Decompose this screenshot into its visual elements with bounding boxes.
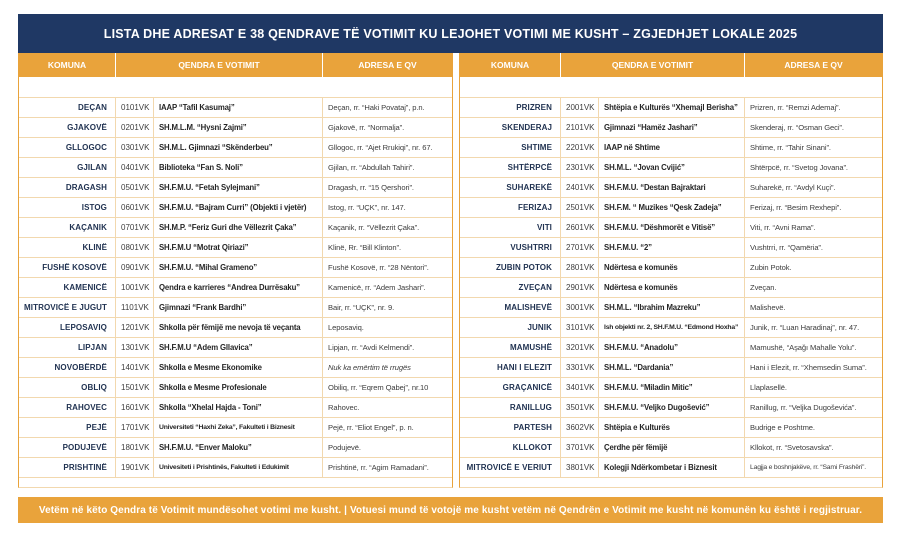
vk-code-cell: 2601VK: [561, 218, 599, 238]
komuna-cell: PARTESH: [460, 418, 561, 438]
table-row: [19, 338, 452, 358]
adresa-cell: Skenderaj, rr. “Osman Geci”.: [745, 118, 882, 138]
adresa-cell: Rahovec.: [323, 398, 452, 418]
table-row: [19, 158, 452, 178]
table-row: [19, 298, 452, 318]
adresa-cell: Leposaviq.: [323, 318, 452, 338]
adresa-cell: Gjilan, rr. “Abdullah Tahiri”.: [323, 158, 452, 178]
komuna-cell: MITROVICË E JUGUT: [19, 298, 116, 318]
qendra-cell: SH.M.L. “Ibrahim Mazreku”: [599, 298, 745, 318]
table-row: [19, 398, 452, 418]
qendra-cell: SH.F.M.U. “Enver Maloku”: [154, 438, 323, 458]
table-row: [19, 358, 452, 378]
komuna-cell: SHTIME: [460, 138, 561, 158]
qendra-cell: SH.F.M.U “Motrat Qiriazi”: [154, 238, 323, 258]
vk-code-cell: 2201VK: [561, 138, 599, 158]
qendra-cell: SH.F.M.U. “Dëshmorët e Vitisë”: [599, 218, 745, 238]
table-row: [460, 258, 882, 278]
table-row: [19, 218, 452, 238]
vk-code-cell: 1601VK: [116, 398, 154, 418]
vk-code-cell: 1201VK: [116, 318, 154, 338]
komuna-cell: FERIZAJ: [460, 198, 561, 218]
qendra-cell: Shkolla “Xhelal Hajda - Toni”: [154, 398, 323, 418]
table-row: [19, 138, 452, 158]
adresa-cell: Prizren, rr. “Remzi Ademaj”.: [745, 98, 882, 118]
vk-code-cell: 1501VK: [116, 378, 154, 398]
komuna-cell: VITI: [460, 218, 561, 238]
qendra-cell: Ndërtesa e komunës: [599, 258, 745, 278]
komuna-cell: MALISHEVË: [460, 298, 561, 318]
vk-code-cell: 2101VK: [561, 118, 599, 138]
vk-code-cell: 3001VK: [561, 298, 599, 318]
spacer-cell: [460, 77, 882, 98]
komuna-cell: NOVOBËRDË: [19, 358, 116, 378]
komuna-cell: SHTËRPCË: [460, 158, 561, 178]
adresa-cell: Malishevë.: [745, 298, 882, 318]
qendra-cell: SH.F.M.U. “Fetah Sylejmani”: [154, 178, 323, 198]
tables-wrap: [18, 53, 883, 488]
vk-code-cell: 2501VK: [561, 198, 599, 218]
spacer-row: [460, 77, 882, 98]
adresa-cell: Gjakovë, rr. “Normalja”.: [323, 118, 452, 138]
voting-table-left: [18, 53, 453, 488]
adresa-cell: Bair, rr. “UÇK”, nr. 9.: [323, 298, 452, 318]
qendra-cell: SH.F.M.U. “Destan Bajraktari: [599, 178, 745, 198]
komuna-cell: ISTOG: [19, 198, 116, 218]
spacer-row: [19, 478, 452, 487]
table-row: [19, 258, 452, 278]
adresa-cell: Ranillug, rr. “Veljka Dugoševića”.: [745, 398, 882, 418]
vk-code-cell: 3401VK: [561, 378, 599, 398]
komuna-cell: GLLOGOC: [19, 138, 116, 158]
komuna-cell: PRIZREN: [460, 98, 561, 118]
komuna-cell: RANILLUG: [460, 398, 561, 418]
qendra-cell: SH.F.M.U. “2”: [599, 238, 745, 258]
table-row: [19, 118, 452, 138]
adresa-cell: Pejë, rr. “Eliot Engel”, p. n.: [323, 418, 452, 438]
vk-code-cell: 1701VK: [116, 418, 154, 438]
komuna-cell: VUSHTRRI: [460, 238, 561, 258]
komuna-cell: MITROVICË E VERIUT: [460, 458, 561, 478]
qendra-cell: Qendra e karrieres “Andrea Durrësaku”: [154, 278, 323, 298]
column-header-komuna: KOMUNA: [19, 53, 116, 77]
table-row: [460, 218, 882, 238]
komuna-cell: SKENDERAJ: [460, 118, 561, 138]
komuna-cell: RAHOVEC: [19, 398, 116, 418]
table-row: [19, 178, 452, 198]
adresa-cell: Junik, rr. “Luan Haradinaj”, nr. 47.: [745, 318, 882, 338]
vk-code-cell: 0801VK: [116, 238, 154, 258]
adresa-cell: Istog, rr. “UÇK”, nr. 147.: [323, 198, 452, 218]
adresa-cell: Fushë Kosovë, rr. “28 Nëntori”.: [323, 258, 452, 278]
vk-code-cell: 1301VK: [116, 338, 154, 358]
vk-code-cell: 1401VK: [116, 358, 154, 378]
komuna-cell: DRAGASH: [19, 178, 116, 198]
komuna-cell: GRAÇANICË: [460, 378, 561, 398]
table-row: [19, 198, 452, 218]
qendra-cell: Shtëpia e Kulturës “Xhemajl Berisha”: [599, 98, 745, 118]
table-row: [19, 238, 452, 258]
qendra-cell: Shkolla e Mesme Profesionale: [154, 378, 323, 398]
qendra-cell: Shtëpia e Kulturës: [599, 418, 745, 438]
komuna-cell: PRISHTINË: [19, 458, 116, 478]
vk-code-cell: 3201VK: [561, 338, 599, 358]
qendra-cell: SH.M.L. Gjimnazi “Skënderbeu”: [154, 138, 323, 158]
vk-code-cell: 1001VK: [116, 278, 154, 298]
table-row: [19, 98, 452, 118]
document-title: LISTA DHE ADRESAT E 38 QENDRAVE TË VOTIMIT KU LEJOHET VOTIMI ME KUSHT – ZGJEDHJET LOKALE 2025: [103, 26, 798, 41]
vk-code-cell: 2301VK: [561, 158, 599, 178]
adresa-cell: Viti, rr. “Avni Rama”.: [745, 218, 882, 238]
spacer-cell: [460, 478, 882, 487]
qendra-cell: IAAP “Tafil Kasumaj”: [154, 98, 323, 118]
adresa-cell: Shtërpcë, rr. “Svetog Jovana”.: [745, 158, 882, 178]
qendra-cell: Univesiteti i Prishtinës, Fakulteti i Edukimit: [154, 458, 323, 478]
adresa-cell: Kamenicë, rr. “Adem Jashari”.: [323, 278, 452, 298]
qendra-cell: Gjimnazi “Frank Bardhi”: [154, 298, 323, 318]
komuna-cell: KLINË: [19, 238, 116, 258]
table-row: [19, 418, 452, 438]
vk-code-cell: 0201VK: [116, 118, 154, 138]
komuna-cell: MAMUSHË: [460, 338, 561, 358]
komuna-cell: FUSHË KOSOVË: [19, 258, 116, 278]
column-header-adresa: ADRESA E QV: [323, 53, 452, 77]
vk-code-cell: 0101VK: [116, 98, 154, 118]
adresa-cell: Vushtrri, rr. “Qamëria”.: [745, 238, 882, 258]
table-row: [460, 398, 882, 418]
adresa-cell: Lipjan, rr. “Avdi Kelmendi”.: [323, 338, 452, 358]
table-row: [460, 138, 882, 158]
vk-code-cell: 3501VK: [561, 398, 599, 418]
vk-code-cell: 2801VK: [561, 258, 599, 278]
column-header-komuna: KOMUNA: [460, 53, 561, 77]
adresa-cell: Kaçanik, rr. “Vëllezrit Çaka”.: [323, 218, 452, 238]
vk-code-cell: 1801VK: [116, 438, 154, 458]
qendra-cell: Shkolla e Mesme Ekonomike: [154, 358, 323, 378]
spacer-row: [460, 478, 882, 487]
vk-code-cell: 3801VK: [561, 458, 599, 478]
vk-code-cell: 0501VK: [116, 178, 154, 198]
table-row: [460, 158, 882, 178]
adresa-cell: Nuk ka emërtim të rrugës: [323, 358, 452, 378]
komuna-cell: PODUJEVË: [19, 438, 116, 458]
table-row: [19, 438, 452, 458]
table-row: [460, 418, 882, 438]
komuna-cell: GJILAN: [19, 158, 116, 178]
vk-code-cell: 0901VK: [116, 258, 154, 278]
qendra-cell: SH.F.M.U. “Miladin Mitic”: [599, 378, 745, 398]
adresa-cell: Deçan, rr. “Haki Povataj”, p.n.: [323, 98, 452, 118]
vk-code-cell: 2901VK: [561, 278, 599, 298]
adresa-cell: Ferizaj, rr. “Besim Rexhepi”.: [745, 198, 882, 218]
qendra-cell: SH.F.M.U “Adem Gllavica”: [154, 338, 323, 358]
qendra-cell: Biblioteka “Fan S. Noli”: [154, 158, 323, 178]
column-header-qendra: QENDRA E VOTIMIT: [561, 53, 745, 77]
vk-code-cell: 0601VK: [116, 198, 154, 218]
qendra-cell: Ndërtesa e komunës: [599, 278, 745, 298]
adresa-cell: Shtime, rr. “Tahir Sinani”.: [745, 138, 882, 158]
adresa-cell: Klinë, Rr. “Bill Klinton”.: [323, 238, 452, 258]
qendra-cell: Çerdhe për fëmijë: [599, 438, 745, 458]
adresa-cell: Zubin Potok.: [745, 258, 882, 278]
vk-code-cell: 3101VK: [561, 318, 599, 338]
komuna-cell: PEJË: [19, 418, 116, 438]
table-row: [460, 318, 882, 338]
qendra-cell: SH.M.L. “Jovan Cvijić”: [599, 158, 745, 178]
qendra-cell: Universiteti “Haxhi Zeka”, Fakulteti i Biznesit: [154, 418, 323, 438]
vk-code-cell: 2401VK: [561, 178, 599, 198]
table-row: [460, 358, 882, 378]
qendra-cell: Shkolla për fëmijë me nevoja të veçanta: [154, 318, 323, 338]
adresa-cell: Budrige e Poshtme.: [745, 418, 882, 438]
adresa-cell: Suharekë, rr. “Avdyl Kuçi”.: [745, 178, 882, 198]
table-row: [460, 298, 882, 318]
qendra-cell: IAAP në Shtime: [599, 138, 745, 158]
komuna-cell: LIPJAN: [19, 338, 116, 358]
qendra-cell: SH.M.L.M. “Hysni Zajmi”: [154, 118, 323, 138]
voting-table-right: [459, 53, 883, 488]
qendra-cell: SH.F.M.U. “Bajram Curri” (Objekti i vjetër): [154, 198, 323, 218]
qendra-cell: Gjimnazi “Hamëz Jashari”: [599, 118, 745, 138]
vk-code-cell: 0301VK: [116, 138, 154, 158]
table-row: [460, 278, 882, 298]
table-row: [460, 98, 882, 118]
column-header-qendra: QENDRA E VOTIMIT: [116, 53, 323, 77]
adresa-cell: Dragash, rr. “15 Qershori”.: [323, 178, 452, 198]
table-row: [460, 198, 882, 218]
table-body-left: [19, 77, 452, 487]
komuna-cell: JUNIK: [460, 318, 561, 338]
adresa-cell: Podujevë.: [323, 438, 452, 458]
qendra-cell: Kolegji Ndërkombetar i Biznesit: [599, 458, 745, 478]
komuna-cell: ZUBIN POTOK: [460, 258, 561, 278]
komuna-cell: DEÇAN: [19, 98, 116, 118]
komuna-cell: GJAKOVË: [19, 118, 116, 138]
table-row: [460, 438, 882, 458]
adresa-cell: Hani i Elezit, rr. “Xhemsedin Suma”.: [745, 358, 882, 378]
komuna-cell: SUHAREKË: [460, 178, 561, 198]
adresa-cell: Kllokot, rr. “Svetosavska”.: [745, 438, 882, 458]
spacer-cell: [19, 478, 452, 487]
spacer-row: [19, 77, 452, 98]
komuna-cell: OBLIQ: [19, 378, 116, 398]
komuna-cell: KAÇANIK: [19, 218, 116, 238]
table-row: [460, 178, 882, 198]
vk-code-cell: 3701VK: [561, 438, 599, 458]
qendra-cell: SH.F.M.U. “Mihal Grameno”: [154, 258, 323, 278]
vk-code-cell: 3602VK: [561, 418, 599, 438]
table-row: [460, 118, 882, 138]
qendra-cell: Ish objekti nr. 2, SH.F.M.U. “Edmond Hoxha”: [599, 318, 745, 338]
vk-code-cell: 1901VK: [116, 458, 154, 478]
document-title-bar: [18, 14, 883, 53]
adresa-cell: Gllogoc, rr. “Ajet Rrukiqi”, nr. 67.: [323, 138, 452, 158]
komuna-cell: ZVEÇAN: [460, 278, 561, 298]
table-row: [460, 458, 882, 478]
qendra-cell: SH.F.M.U. “Anadolu”: [599, 338, 745, 358]
adresa-cell: Mamushë, “Aşağı Mahalle Yolu”.: [745, 338, 882, 358]
adresa-cell: Zveçan.: [745, 278, 882, 298]
column-header-row: [19, 53, 452, 77]
footer-note-bar: [18, 497, 883, 523]
table-row: [460, 238, 882, 258]
table-row: [19, 318, 452, 338]
qendra-cell: SH.M.L. “Dardania”: [599, 358, 745, 378]
adresa-cell: Llaplasellë.: [745, 378, 882, 398]
adresa-cell: Prishtinë, rr. “Agim Ramadani”.: [323, 458, 452, 478]
adresa-cell: Lagjja e boshnjakëve, rr. “Sami Frashëri”.: [745, 458, 882, 478]
table-row: [19, 378, 452, 398]
document-content: [18, 14, 883, 523]
vk-code-cell: 1101VK: [116, 298, 154, 318]
table-row: [19, 278, 452, 298]
footer-note: Vetëm në këto Qendra të Votimit mundësohet votimi me kusht. | Votuesi mund të votojë me kusht vetëm në Qendrën e Votimit me kusht në komunën ku është i regjistruar.: [38, 504, 863, 516]
qendra-cell: SH.M.P. “Feriz Guri dhe Vëllezrit Çaka”: [154, 218, 323, 238]
qendra-cell: SH.F.M. “ Muzikes “Qesk Zadeja”: [599, 198, 745, 218]
komuna-cell: KLLOKOT: [460, 438, 561, 458]
table-body-right: [460, 77, 882, 487]
table-row: [460, 338, 882, 358]
column-header-adresa: ADRESA E QV: [745, 53, 882, 77]
komuna-cell: KAMENICË: [19, 278, 116, 298]
komuna-cell: LEPOSAVIQ: [19, 318, 116, 338]
column-header-row: [460, 53, 882, 77]
adresa-cell: Obiliq, rr. “Eqrem Qabej”, nr.10: [323, 378, 452, 398]
vk-code-cell: 0401VK: [116, 158, 154, 178]
vk-code-cell: 0701VK: [116, 218, 154, 238]
komuna-cell: HANI I ELEZIT: [460, 358, 561, 378]
table-row: [460, 378, 882, 398]
spacer-cell: [19, 77, 452, 98]
vk-code-cell: 2701VK: [561, 238, 599, 258]
vk-code-cell: 2001VK: [561, 98, 599, 118]
table-row: [19, 458, 452, 478]
qendra-cell: SH.F.M.U. “Veljko Dugošević”: [599, 398, 745, 418]
vk-code-cell: 3301VK: [561, 358, 599, 378]
